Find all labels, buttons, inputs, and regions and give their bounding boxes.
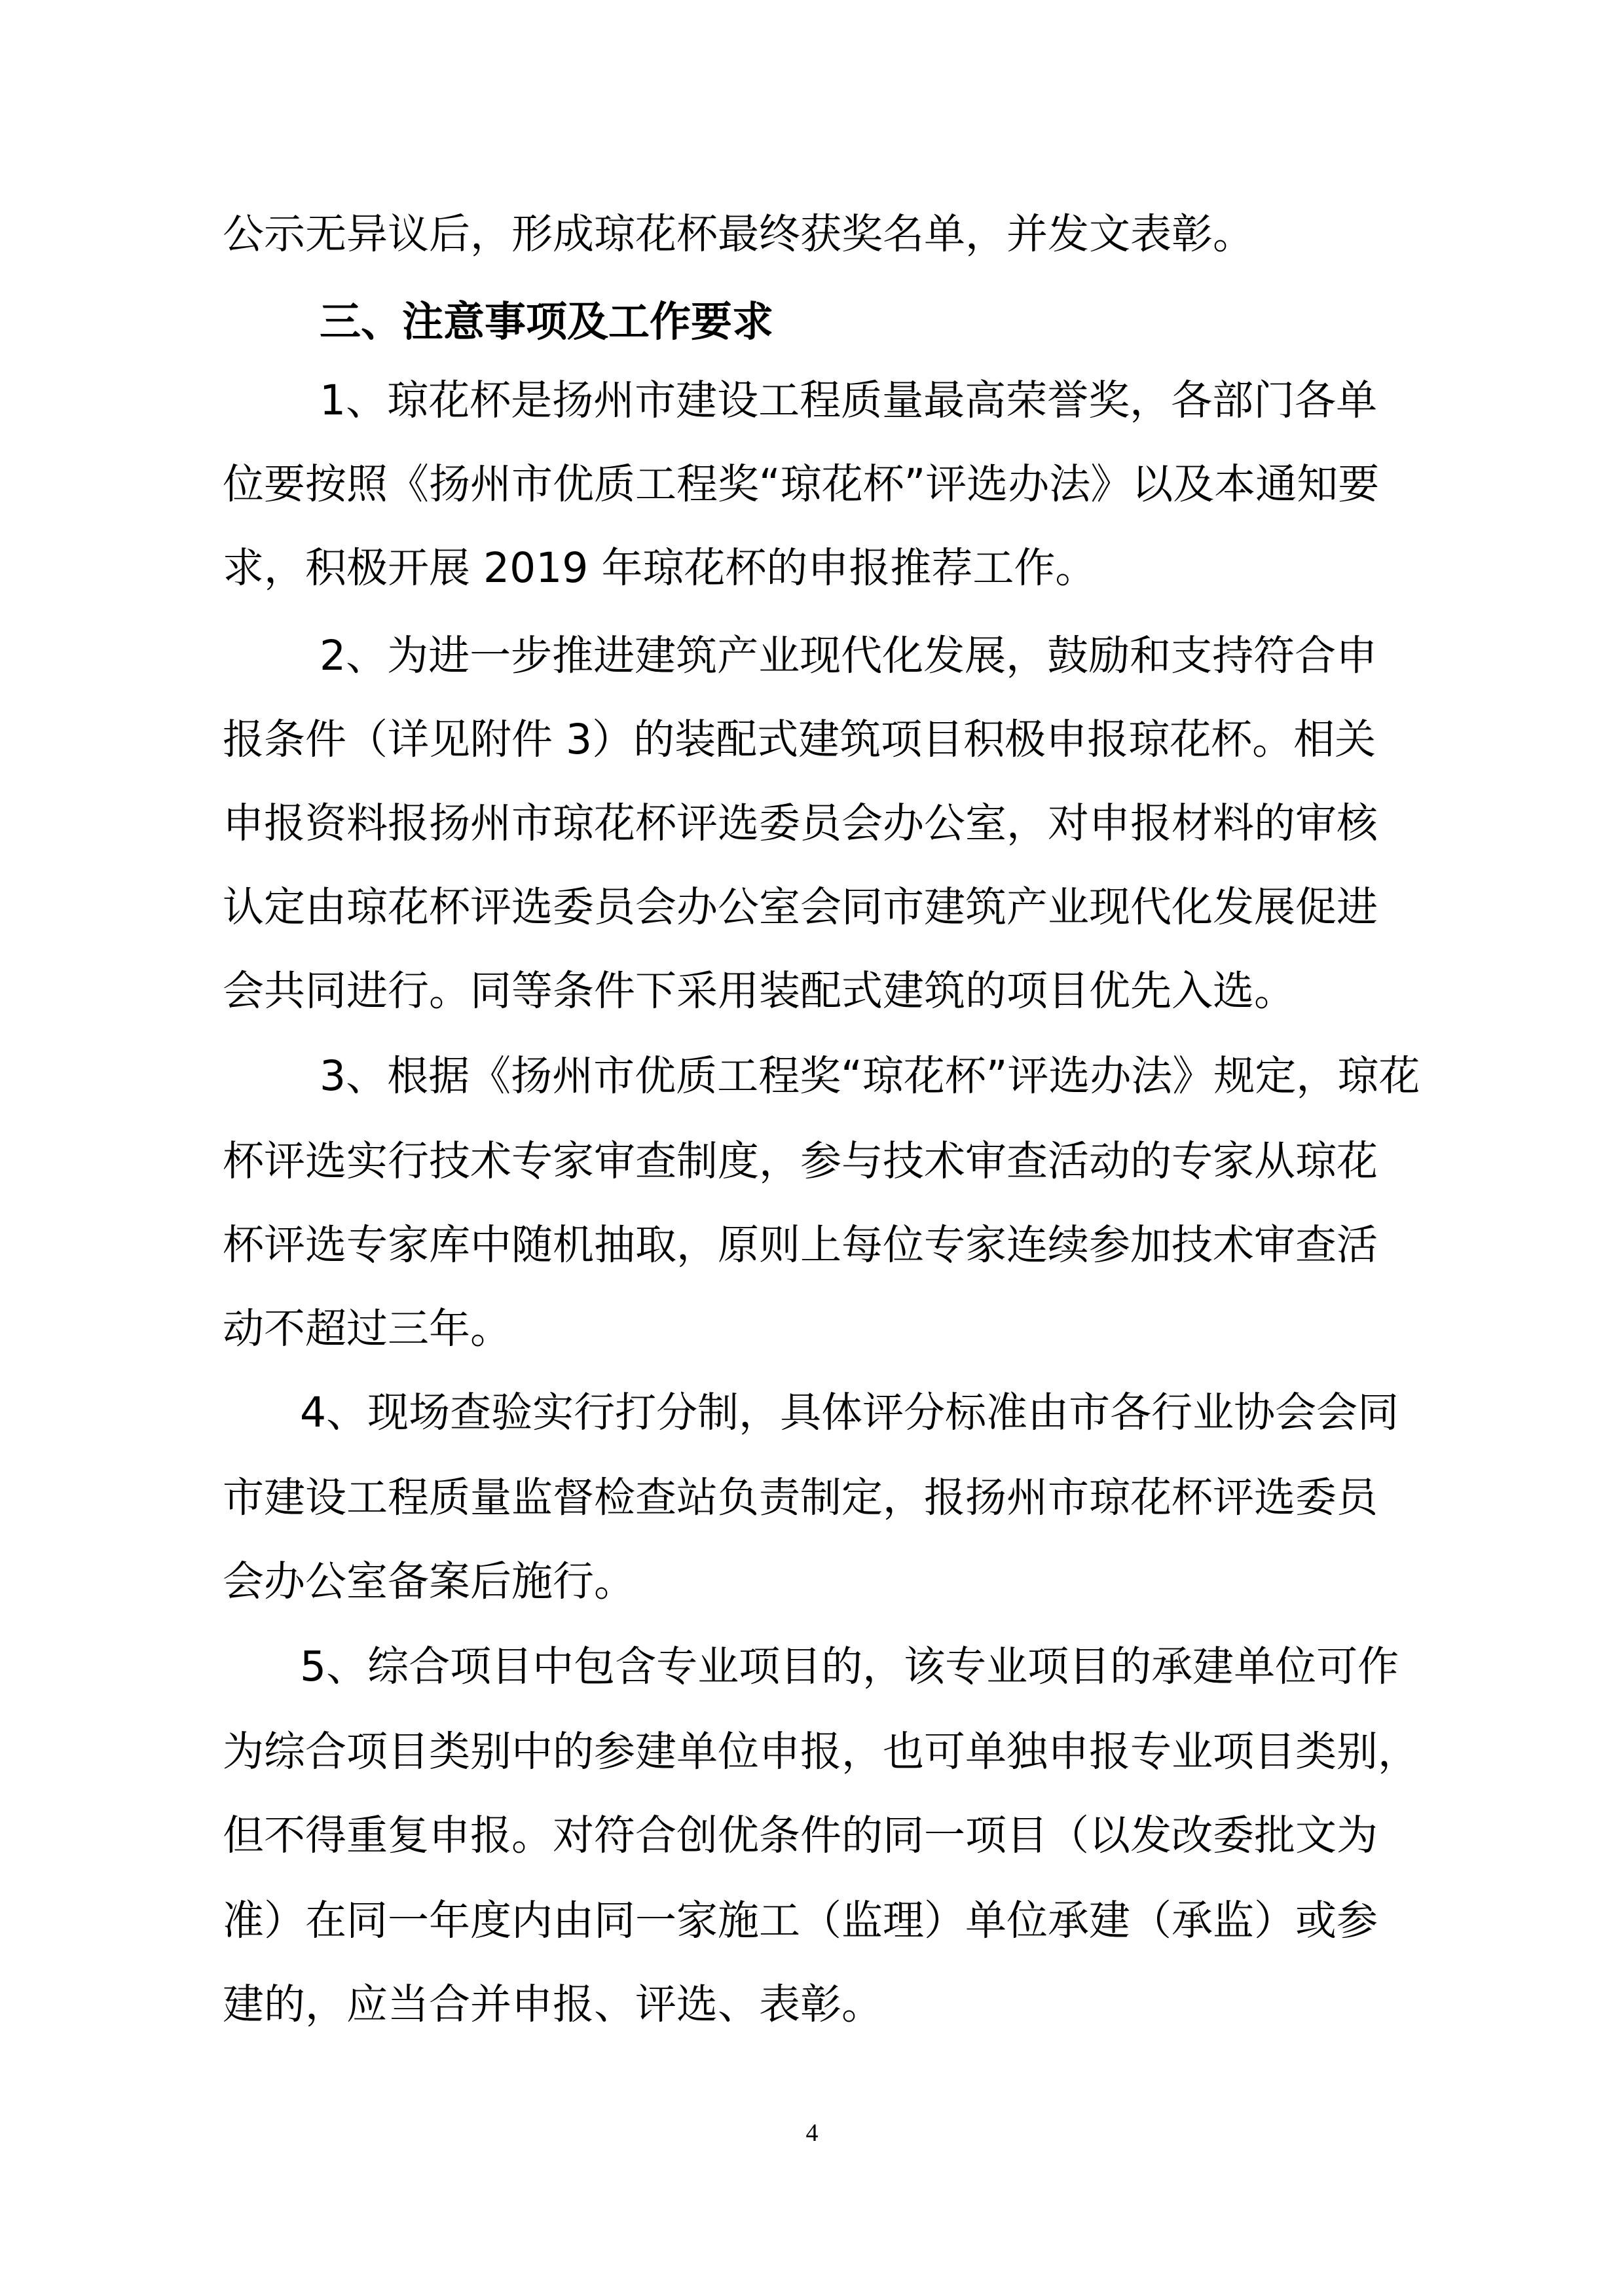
section-heading: 三、注意事项及工作要求 <box>320 298 773 346</box>
item-5-line-5: 建的，应当合并申报、评选、表彰。 <box>223 1980 883 2028</box>
item-4-line-2: 市建设工程质量监督检查站负责制定，报扬州市琼花杯评选委员 <box>223 1474 1378 1522</box>
item-2-line-3: 申报资料报扬州市琼花杯评选委员会办公室，对申报材料的审核 <box>223 799 1378 847</box>
item-1-line-1: 1、琼花杯是扬州市建设工程质量最高荣誉奖，各部门各单 <box>320 376 1378 424</box>
item-2-line-5: 会共同进行。同等条件下采用装配式建筑的项目优先入选。 <box>223 967 1295 1015</box>
page-number: 4 <box>805 2119 819 2147</box>
item-3-line-1: 3、根据《扬州市优质工程奖“琼花杯”评选办法》规定，琼花 <box>320 1052 1420 1100</box>
item-4-line-1: 4、现场查验实行打分制，具体评分标准由市各行业协会会同 <box>300 1389 1399 1436</box>
item-1-line-2: 位要按照《扬州市优质工程奖“琼花杯”评选办法》以及本通知要 <box>223 460 1380 508</box>
item-3-line-2: 杯评选实行技术专家审查制度，参与技术审查活动的专家从琼花 <box>223 1137 1378 1185</box>
item-5-line-2: 为综合项目类别中的参建单位申报，也可单独申报专业项目类别， <box>223 1728 1419 1776</box>
item-5-line-1: 5、综合项目中包含专业项目的，该专业项目的承建单位可作 <box>300 1643 1399 1690</box>
item-2-line-1: 2、为进一步推进建筑产业现代化发展，鼓励和支持符合申 <box>320 632 1378 680</box>
item-4-line-3: 会办公室备案后施行。 <box>223 1558 635 1605</box>
item-2-line-2: 报条件（详见附件 3）的装配式建筑项目积极申报琼花杯。相关 <box>223 716 1376 763</box>
item-3-line-4: 动不超过三年。 <box>223 1305 511 1353</box>
item-5-line-3: 但不得重复申报。对符合创优条件的同一项目（以发改委批文为 <box>223 1812 1378 1859</box>
item-2-line-4: 认定由琼花杯评选委员会办公室会同市建筑产业现代化发展促进 <box>223 883 1378 931</box>
item-5-line-4: 准）在同一年度内由同一家施工（监理）单位承建（承监）或参 <box>223 1897 1378 1944</box>
paragraph-line-1: 公示无异议后，形成琼花杯最终获奖名单，并发文表彰。 <box>223 210 1254 258</box>
item-3-line-3: 杯评选专家库中随机抽取，原则上每位专家连续参加技术审查活 <box>223 1221 1378 1269</box>
item-1-line-3: 求，积极开展 2019 年琼花杯的申报推荐工作。 <box>223 544 1097 592</box>
